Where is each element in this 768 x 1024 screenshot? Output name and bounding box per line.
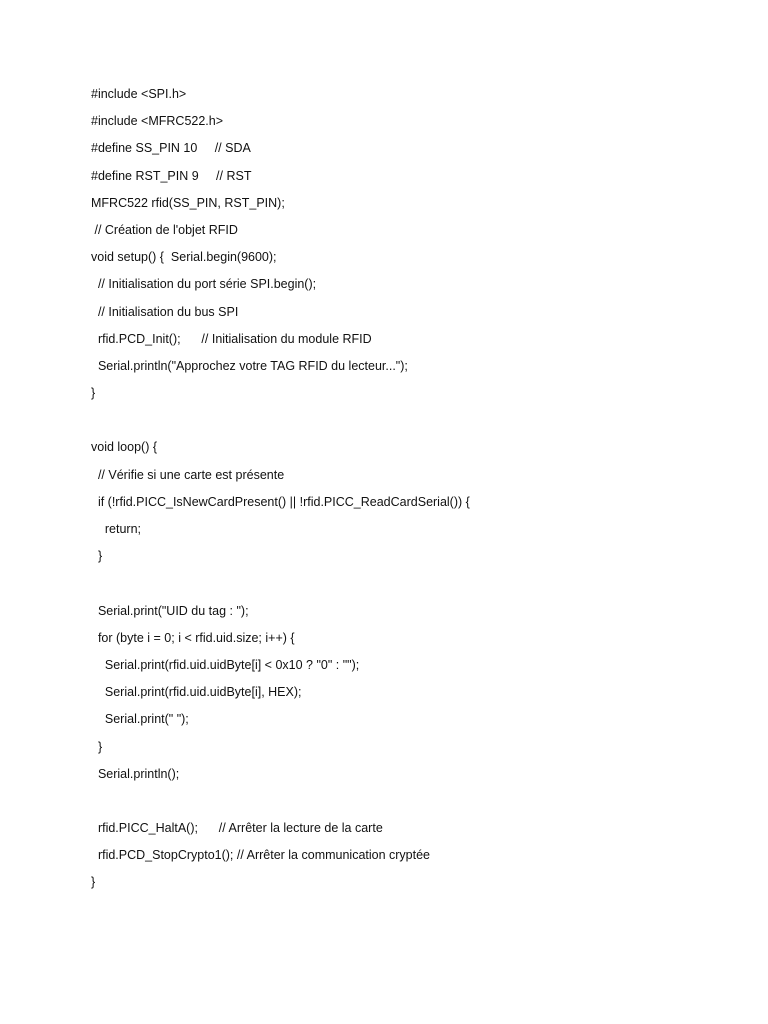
code-line: // Création de l'objet RFID [91, 222, 238, 237]
code-line [91, 572, 731, 599]
code-line: Serial.print(" "); [91, 712, 189, 727]
code-line: } [91, 549, 103, 564]
code-line: rfid.PCD_StopCrypto1(); // Arrêter la communication cryptée [91, 848, 431, 863]
code-line [91, 790, 731, 817]
code-line: #include <SPI.h> [91, 87, 187, 101]
code-line: #define SS_PIN 10 // SDA [91, 141, 251, 156]
code-line [91, 409, 731, 436]
code-line: return; [91, 522, 142, 536]
code-line: } [91, 386, 96, 401]
code-line: void setup() { Serial.begin(9600); [91, 250, 277, 265]
code-line: // Initialisation du port série SPI.begin(); [91, 277, 317, 292]
code-line: } [91, 875, 96, 890]
code-line: Serial.println("Approchez votre TAG RFID du lecteur..."); [91, 358, 408, 373]
code-line: rfid.PCD_Init(); // Initialisation du module RFID [91, 331, 372, 346]
code-line: if (!rfid.PICC_IsNewCardPresent() || !rfid.PICC_ReadCardSerial()) { [91, 494, 470, 509]
code-line: MFRC522 rfid(SS_PIN, RST_PIN); [91, 195, 285, 210]
code-listing [91, 83, 731, 899]
code-line: for (byte i = 0; i < rfid.uid.size; i++) { [91, 630, 295, 645]
code-line: rfid.PICC_HaltA(); // Arrêter la lecture de la carte [91, 821, 383, 836]
code-line: Serial.print(rfid.uid.uidByte[i], HEX); [91, 685, 302, 700]
code-line: #define RST_PIN 9 // RST [91, 168, 252, 183]
code-line: Serial.println(); [91, 766, 180, 781]
code-line: // Vérifie si une carte est présente [91, 467, 285, 482]
code-line: } [91, 739, 103, 754]
code-line: // Initialisation du bus SPI [91, 304, 239, 319]
code-line: Serial.print(rfid.uid.uidByte[i] < 0x10 ? "0" : ""); [91, 657, 360, 672]
code-line: Serial.print("UID du tag : "); [91, 603, 249, 618]
code-line: void loop() { [91, 440, 158, 455]
code-line: #include <MFRC522.h> [91, 114, 224, 129]
